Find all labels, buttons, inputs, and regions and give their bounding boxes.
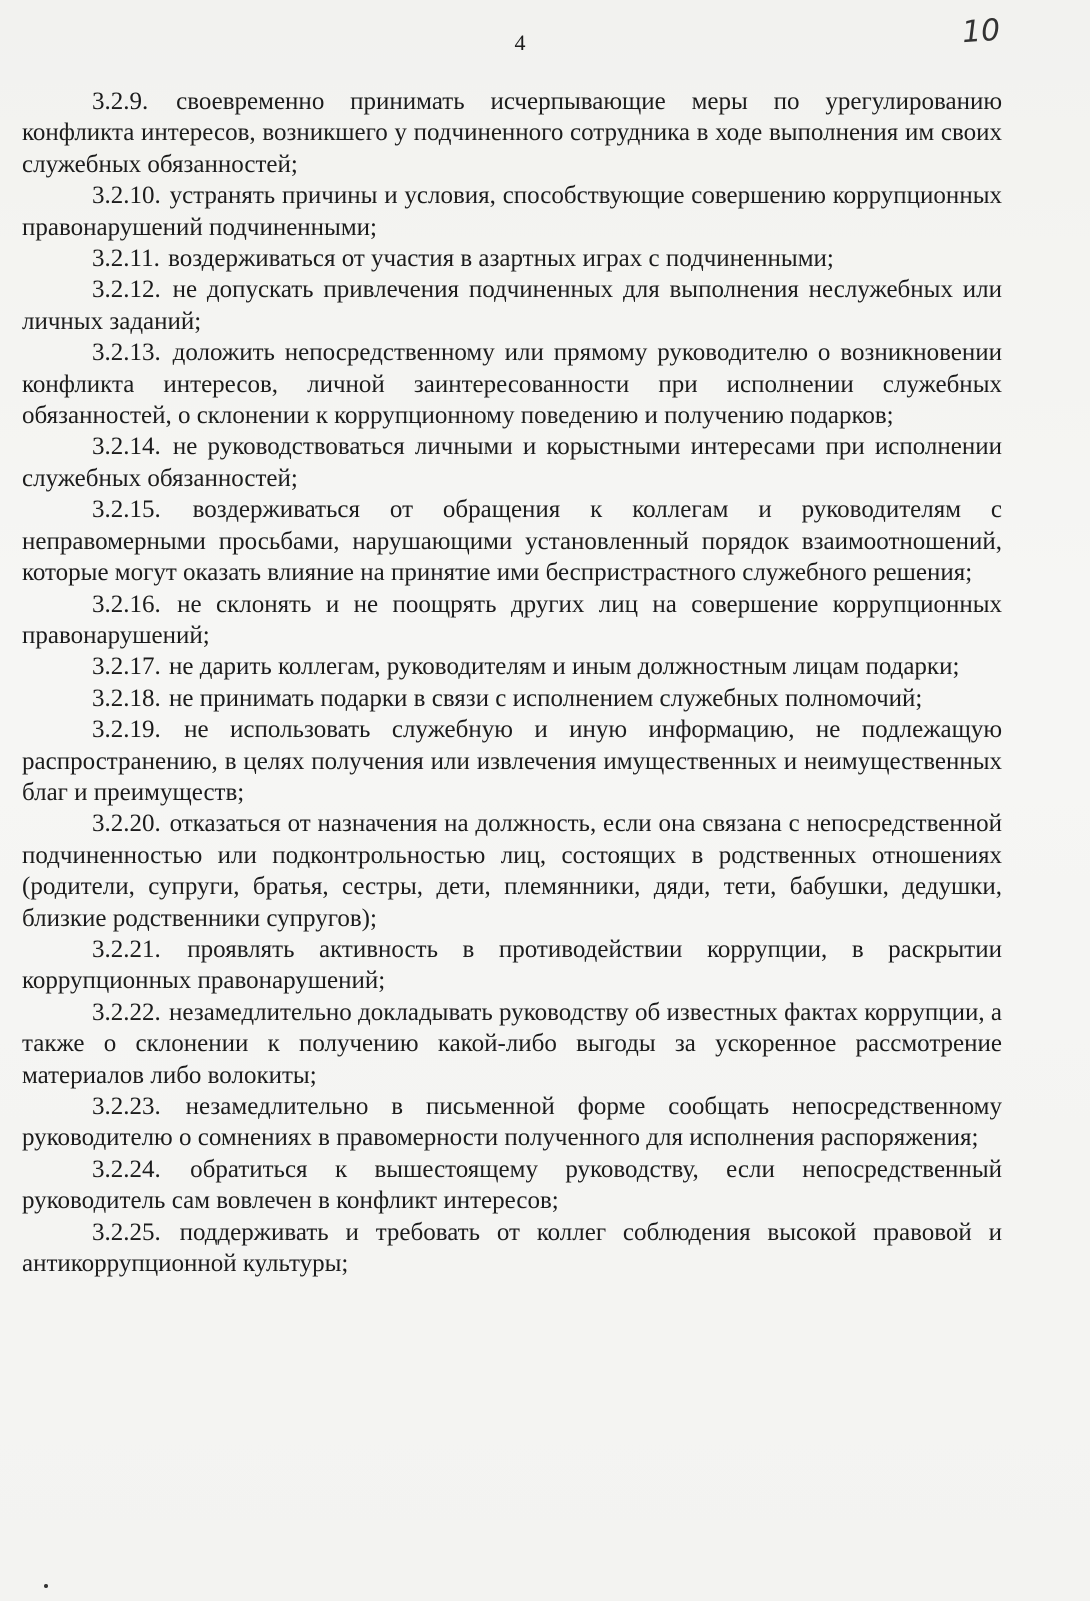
clause-number: 3.2.23. [92,1093,161,1120]
clause-number: 3.2.24. [92,1155,161,1183]
clause-text: не допускать привлечения подчиненных для выполнения неслужебных или личных заданий; [22,276,1002,335]
clause-text: обратиться к вышестоящему руководству, если непосредственный руководитель сам вовлечен в конфликт интересов; [22,1155,1002,1215]
clause-number: 3.2.10. [92,182,161,210]
clause [22,1091,1002,1154]
clause-text: не дарить коллегам, руководителям и иным должностным лицам подарки; [169,653,960,681]
clause [22,934,1002,997]
clause [22,337,1002,431]
clause-text: незамедлительно в письменной форме сообщать непосредственному руководителю о сомнениях в правомерности полученного для исполнения распоряжения; [22,1093,1002,1152]
clause-number: 3.2.22. [92,998,161,1026]
clause [22,274,1002,337]
clause-text: воздерживаться от участия в азартных играх с подчиненными; [168,245,834,273]
clause [22,997,1002,1091]
clause-text: не склонять и не поощрять других лиц на совершение коррупционных правонарушений; [22,590,1002,649]
clause-number: 3.2.20. [92,810,161,838]
clause-text: не использовать служебную и иную информацию, не подлежащую распространению, в целях получения или извлечения имущественных и неимущественных благ и преимуществ; [22,716,1002,806]
clause-text: поддерживать и требовать от коллег соблюдения высокой правовой и антикоррупционной культуры; [22,1218,1002,1278]
clause [22,589,1002,652]
clause [22,651,1002,682]
clause-number: 3.2.14. [92,433,161,461]
clause-number: 3.2.18. [92,684,161,712]
clause-text: воздерживаться от обращения к коллегам и руководителям с неправомерными просьбами, нарушающими установленный порядок взаимоотношений, которые могут оказать влияние на принятие ими беспристрастного служебного решения; [22,496,1002,587]
clause [22,180,1002,243]
clause [22,683,1002,714]
clause-number: 3.2.13. [92,339,161,367]
clause [22,86,1002,180]
clause-number: 3.2.16. [92,590,161,618]
clause [22,494,1002,588]
clause-text: своевременно принимать исчерпывающие меры по урегулированию конфликта интересов, возникшего у подчиненного сотрудника в ходе выполнения им своих служебных обязанностей; [22,88,1002,178]
clause-number: 3.2.17. [92,653,161,681]
clause-list [22,86,1002,1279]
clause-text: не руководствоваться личными и корыстными интересами при исполнении служебных обязанностей; [22,433,1003,492]
clause-number: 3.2.9. [92,88,149,115]
clause-text: не принимать подарки в связи с исполнением служебных полномочий; [169,684,923,712]
handwritten-sheet-number: 10 [960,12,1002,51]
clause-number: 3.2.19. [92,716,161,744]
clause [22,714,1002,808]
page-number: 4 [514,30,526,55]
scan-speck [44,1584,48,1588]
clause-number: 3.2.21. [92,935,161,963]
clause [22,808,1002,934]
clause-number: 3.2.25. [92,1218,161,1246]
clause-text: устранять причины и условия, способствующие совершению коррупционных правонарушений подчиненными; [22,182,1002,241]
clause-number: 3.2.11. [92,245,160,273]
clause-number: 3.2.12. [92,276,161,304]
clause [22,243,1002,274]
clause [22,1154,1002,1217]
clause [22,1217,1002,1280]
clause [22,431,1002,494]
clause-text: незамедлительно докладывать руководству об известных фактах коррупции, а также о склонении к получению какой-либо выгоды за ускоренное рассмотрение материалов либо волокиты; [22,998,1002,1089]
clause-text: доложить непосредственному или прямому руководителю о возникновении конфликта интересов, личной заинтересованности при исполнении служебных обязанностей, о склонении к коррупционному поведению и получению подарков; [22,339,1002,430]
clause-text: проявлять активность в противодействии коррупции, в раскрытии коррупционных правонарушений; [22,935,1002,995]
clause-number: 3.2.15. [92,496,161,524]
clause-text: отказаться от назначения на должность, если она связана с непосредственной подчиненностью или подконтрольностью лиц, состоящих в родственных отношениях (родители, супруги, братья, сестры, дети, племянники, дяди, тети, бабушки, дедушки, близкие родственники супругов); [22,810,1003,932]
